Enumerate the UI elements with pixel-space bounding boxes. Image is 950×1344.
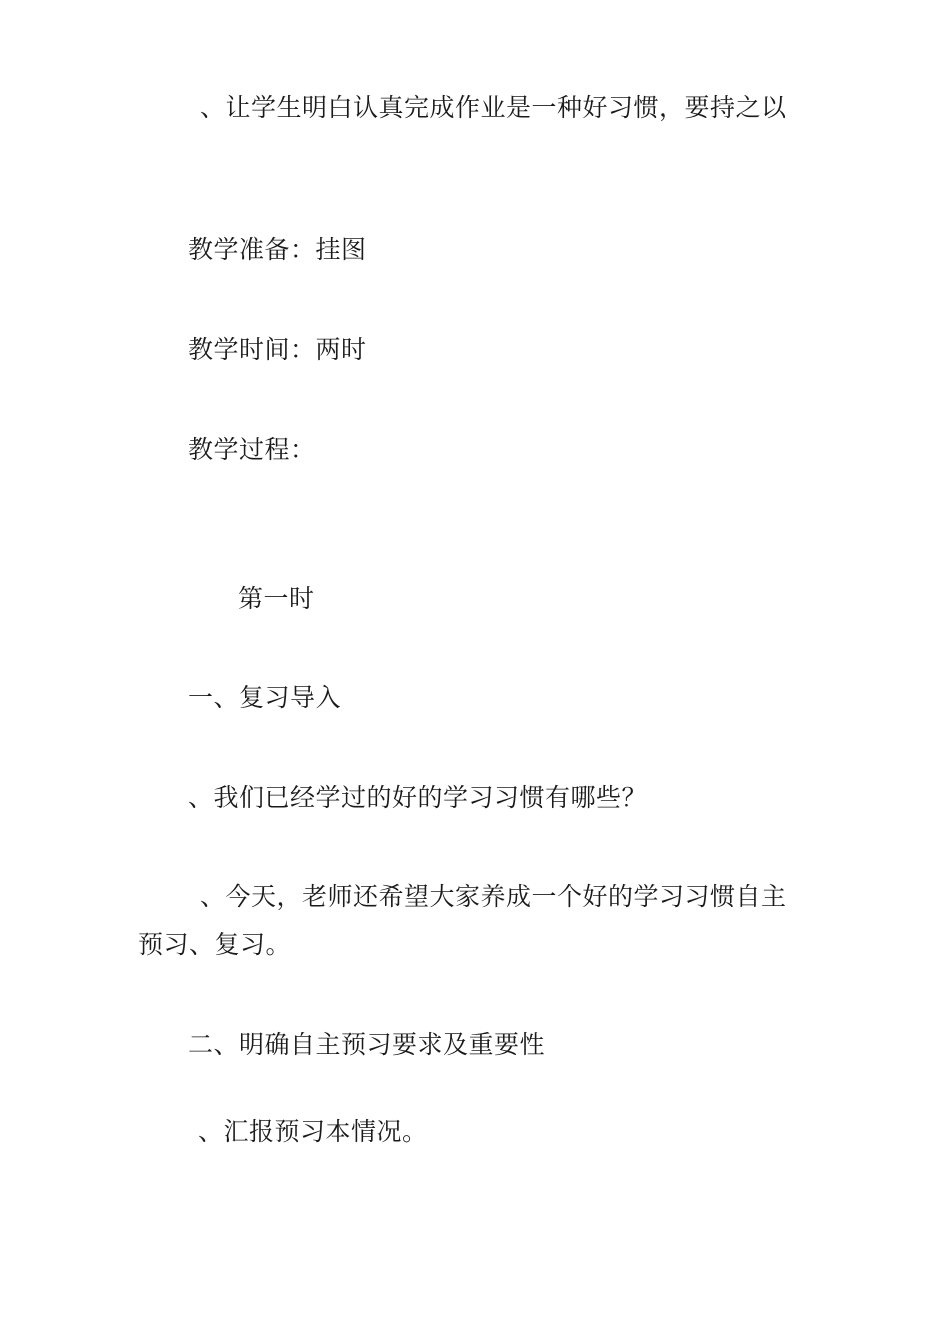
time-line: 教学时间：两时 bbox=[188, 335, 367, 364]
list-item: 、汇报预习本情况。 bbox=[198, 1117, 428, 1146]
list-item-paragraph: 、今天，老师还希望大家养成一个好的学习习惯自主预习、复习。 bbox=[138, 882, 787, 959]
process-heading: 教学过程： bbox=[188, 435, 316, 464]
objective-line: 、让学生明白认真完成作业是一种好习惯，要持之以 bbox=[200, 93, 787, 122]
list-item: 、我们已经学过的好的学习习惯有哪些？ bbox=[188, 783, 648, 812]
preparation-line: 教学准备：挂图 bbox=[188, 235, 367, 264]
section-one-heading: 一、复习导入 bbox=[188, 683, 342, 712]
lesson-heading: 第一时 bbox=[238, 584, 315, 613]
section-two-heading: 二、明确自主预习要求及重要性 bbox=[188, 1030, 546, 1059]
